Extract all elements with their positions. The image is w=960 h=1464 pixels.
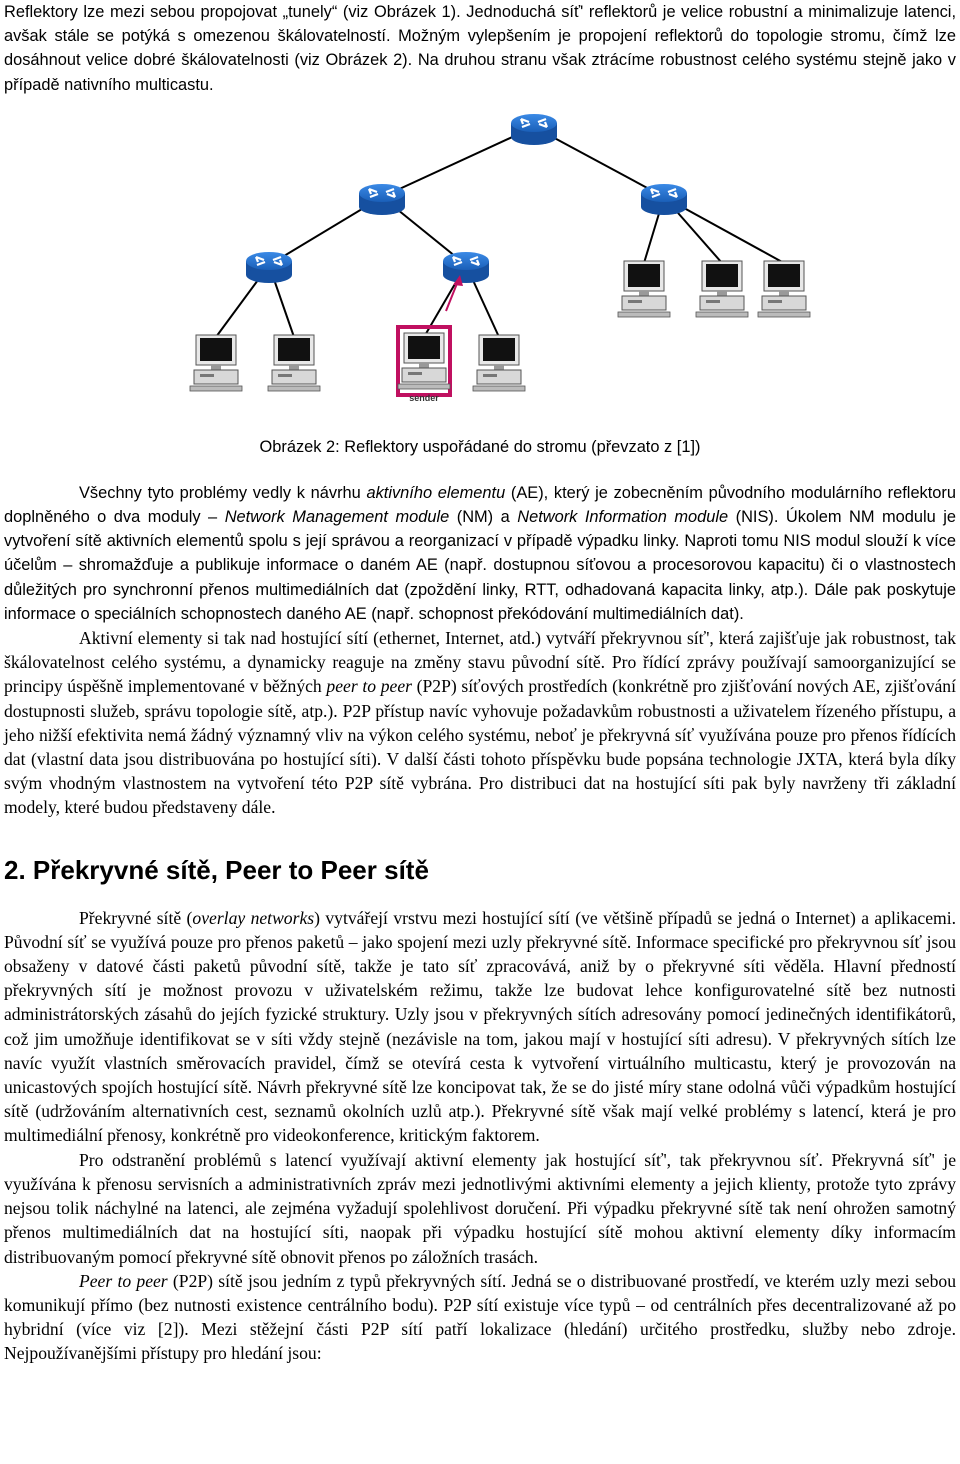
- figure-reflector-tree: [4, 105, 956, 405]
- term-nm-module: Network Management module: [224, 508, 450, 527]
- computer-icon: [696, 261, 748, 317]
- router-level2-right-icon: [641, 184, 687, 215]
- sender-computer-icon: [398, 333, 450, 389]
- section-heading: 2. Překryvné sítě, Peer to Peer sítě: [4, 854, 429, 885]
- term-active-element: aktivního elementu: [366, 483, 506, 502]
- router-level2-left-icon: [359, 184, 405, 215]
- term-p2p: peer to peer: [326, 676, 412, 697]
- tree-links: [216, 127, 784, 337]
- paragraph-latency: Pro odstranění problémů s latencí využívají aktivní elementy jak hostující síť', tak překryvnou síť. Překryvná síť' je využívána k přenosu servisních a administrativních zpráv mezi jednotlivými aktivními elementy a jejich klienty, protože tyto zprávy nejsou tolik náchylné na latenci, ale zejména vyžadují spolehlivost doručení. Při výpadku překryvné sítě tak není ohrožen samotný přenos multimediálních dat na hostující síti, naopak při výpadku hostující sítě mohou aktivní elementy díky informacím distribuovaným pomocí překryvné sítě obnovit přenos po záložních trasách.: [4, 1149, 956, 1267]
- computer-icon: [618, 261, 670, 317]
- figure-caption: Obrázek 2: Reflektory uspořádané do stromu (převzato z [1]): [259, 437, 701, 456]
- router-level3-left-icon: [246, 252, 292, 283]
- computer-icon: [473, 335, 525, 391]
- sender-label: sender: [409, 392, 439, 403]
- paragraph-p2p: Peer to peer (P2P) sítě jsou jedním z typů překryvných sítí. Jedná se o distribuované prostředí, ve kterém uzly mezi sebou komunikují přímo (bez nutnosti existence centrálního bodu). P2P sítí existuje více typů – od centrálních přes decentralizované až po hybridní (více viz [2]). Mezi stěžejní části P2P sítí patří lokalizace (hledání) určitého prostředku, služby nebo zdroje. Nejpoužívanějšími přístupy pro hledání jsou:: [4, 1270, 956, 1364]
- document-page: [4, 0, 956, 1366]
- paragraph-active-element: Všechny tyto problémy vedly k návrhu aktivního elementu (AE), který je zobecněním původního modulárního reflektoru doplněného o dva moduly – Network Management module (NM) a Network Information module (NIS). Úkolem NM modulu je vytvoření sítě aktivních elementů spolu s její správou a reorganizací v případě výpadku linky. Naproti tomu NIS modul slouží k více účelům – shromažďuje a publikuje informace o daném AE (např. dostupnou síťovou a procesorovou kapacitu) či o vlastnostech důležitých pro synchronní přenos multimediálních dat (zpoždění linky, RTT, odhadovaná kapacita linky, atp.). Dále pak poskytuje informace o speciálních schopnostech daného AE (např. schopnost překódování multimediálních dat).: [4, 483, 956, 623]
- router-root-icon: [511, 114, 557, 145]
- paragraph-overlay-usage: Aktivní elementy si tak nad hostující sítí (ethernet, Internet, atd.) vytváří překryvnou síť', která zajišťuje jak robustnost, tak škálovatelnost celého systému, a dynamicky reaguje na změny stavu původní sítě. Pro řídící zprávy používají samoorganizující se principy úspěšně implementované v běžných peer to peer (P2P) síťových prostředích (konkrétně pro zjišťování nových AE, zjišťování dostupnosti služeb, správu topologie sítě, atp.). P2P přístup navíc vyhovuje požadavkům robustnosti a uživatelem řízeného přístupu, a jeho nižší efektivita nemá žádný významný vliv na výkon celého systému, neboť je překryvná síť využívána pouze pro přenos řídících dat (vlastní data jsou distribuována po hostující síti). V další části tohoto příspěvku bude popsána technologie JXTA, která byla díky svým vhodným vlastnostem na vytvoření této P2P sítě vybrána. Pro distribuci dat na hostující síti pak byly navrženy tři základní modely, které budou představeny dále.: [4, 628, 956, 818]
- computer-icon: [758, 261, 810, 317]
- paragraph-overlay-networks: Překryvné sítě (overlay networks) vytvářejí vrstvu mezi hostující sítí (ve většině případů se jedná o Internet) a aplikacemi. Původní síť se využívá pouze pro přenos paketů – jako spojení mezi uzly překryvné sítě. Informace specifické pro překryvnou síť jsou obsaženy v datové části paketů původní sítě, takže je tato síť zpracovává, aniž by o překryvné síti věděla. Hlavní předností překryvných sítí je možnost provozu v uživatelském režimu, takže lze budovat lehce konfigurovatelné sítě bez nutnosti administrátorských zásahů do jejích fyzické struktury. Uzly jsou v překryvných sítích adresovány pomocí jedinečných identifikátorů, což jim umožňuje identifikovat se v síti vždy stejně (nezávisle na tom, jakou mají v hostující síti adresu). V překryvných sítích lze navíc využít vlastních směrovacích pravidel, čímž se otevírá cesta k vytvoření virtuálního multicastu, který je provozován na unicastových spojích hostující sítě. Návrh překryvné sítě lze koncipovat tak, že se do jisté míry stane odolná vůči výpadkům hostující sítě (udržováním alternativních cest, seznamů okolních uzlů atp.). Překryvné sítě však mají velké problémy s latencí, která je pro multimediální přenosy, konkrétně pro videokonference, kritickým faktorem.: [4, 907, 957, 1146]
- intro-paragraph: Reflektory lze mezi sebou propojovat „tunely“ (viz Obrázek 1). Jednoduchá síť' reflektorů je velice robustní a minimalizuje latenci, avšak stále se potýká s omezenou škálovatelností. Možným vylepšením je propojení reflektorů do topologie stromu, čímž lze dosáhnout velice dobré škálovatelnosti (viz Obrázek 2). Na druhou stranu však ztrácíme robustnost celého systému stejně jako v případě nativního multicastu.: [4, 3, 956, 94]
- computer-icon: [268, 335, 320, 391]
- router-level3-right-icon: [443, 252, 489, 283]
- computer-icon: [190, 335, 242, 391]
- tree-diagram: [154, 105, 814, 405]
- term-nis-module: Network Information module: [517, 508, 729, 527]
- term-overlay-networks: overlay networks: [192, 907, 315, 928]
- term-peer-to-peer: Peer to peer: [79, 1270, 168, 1291]
